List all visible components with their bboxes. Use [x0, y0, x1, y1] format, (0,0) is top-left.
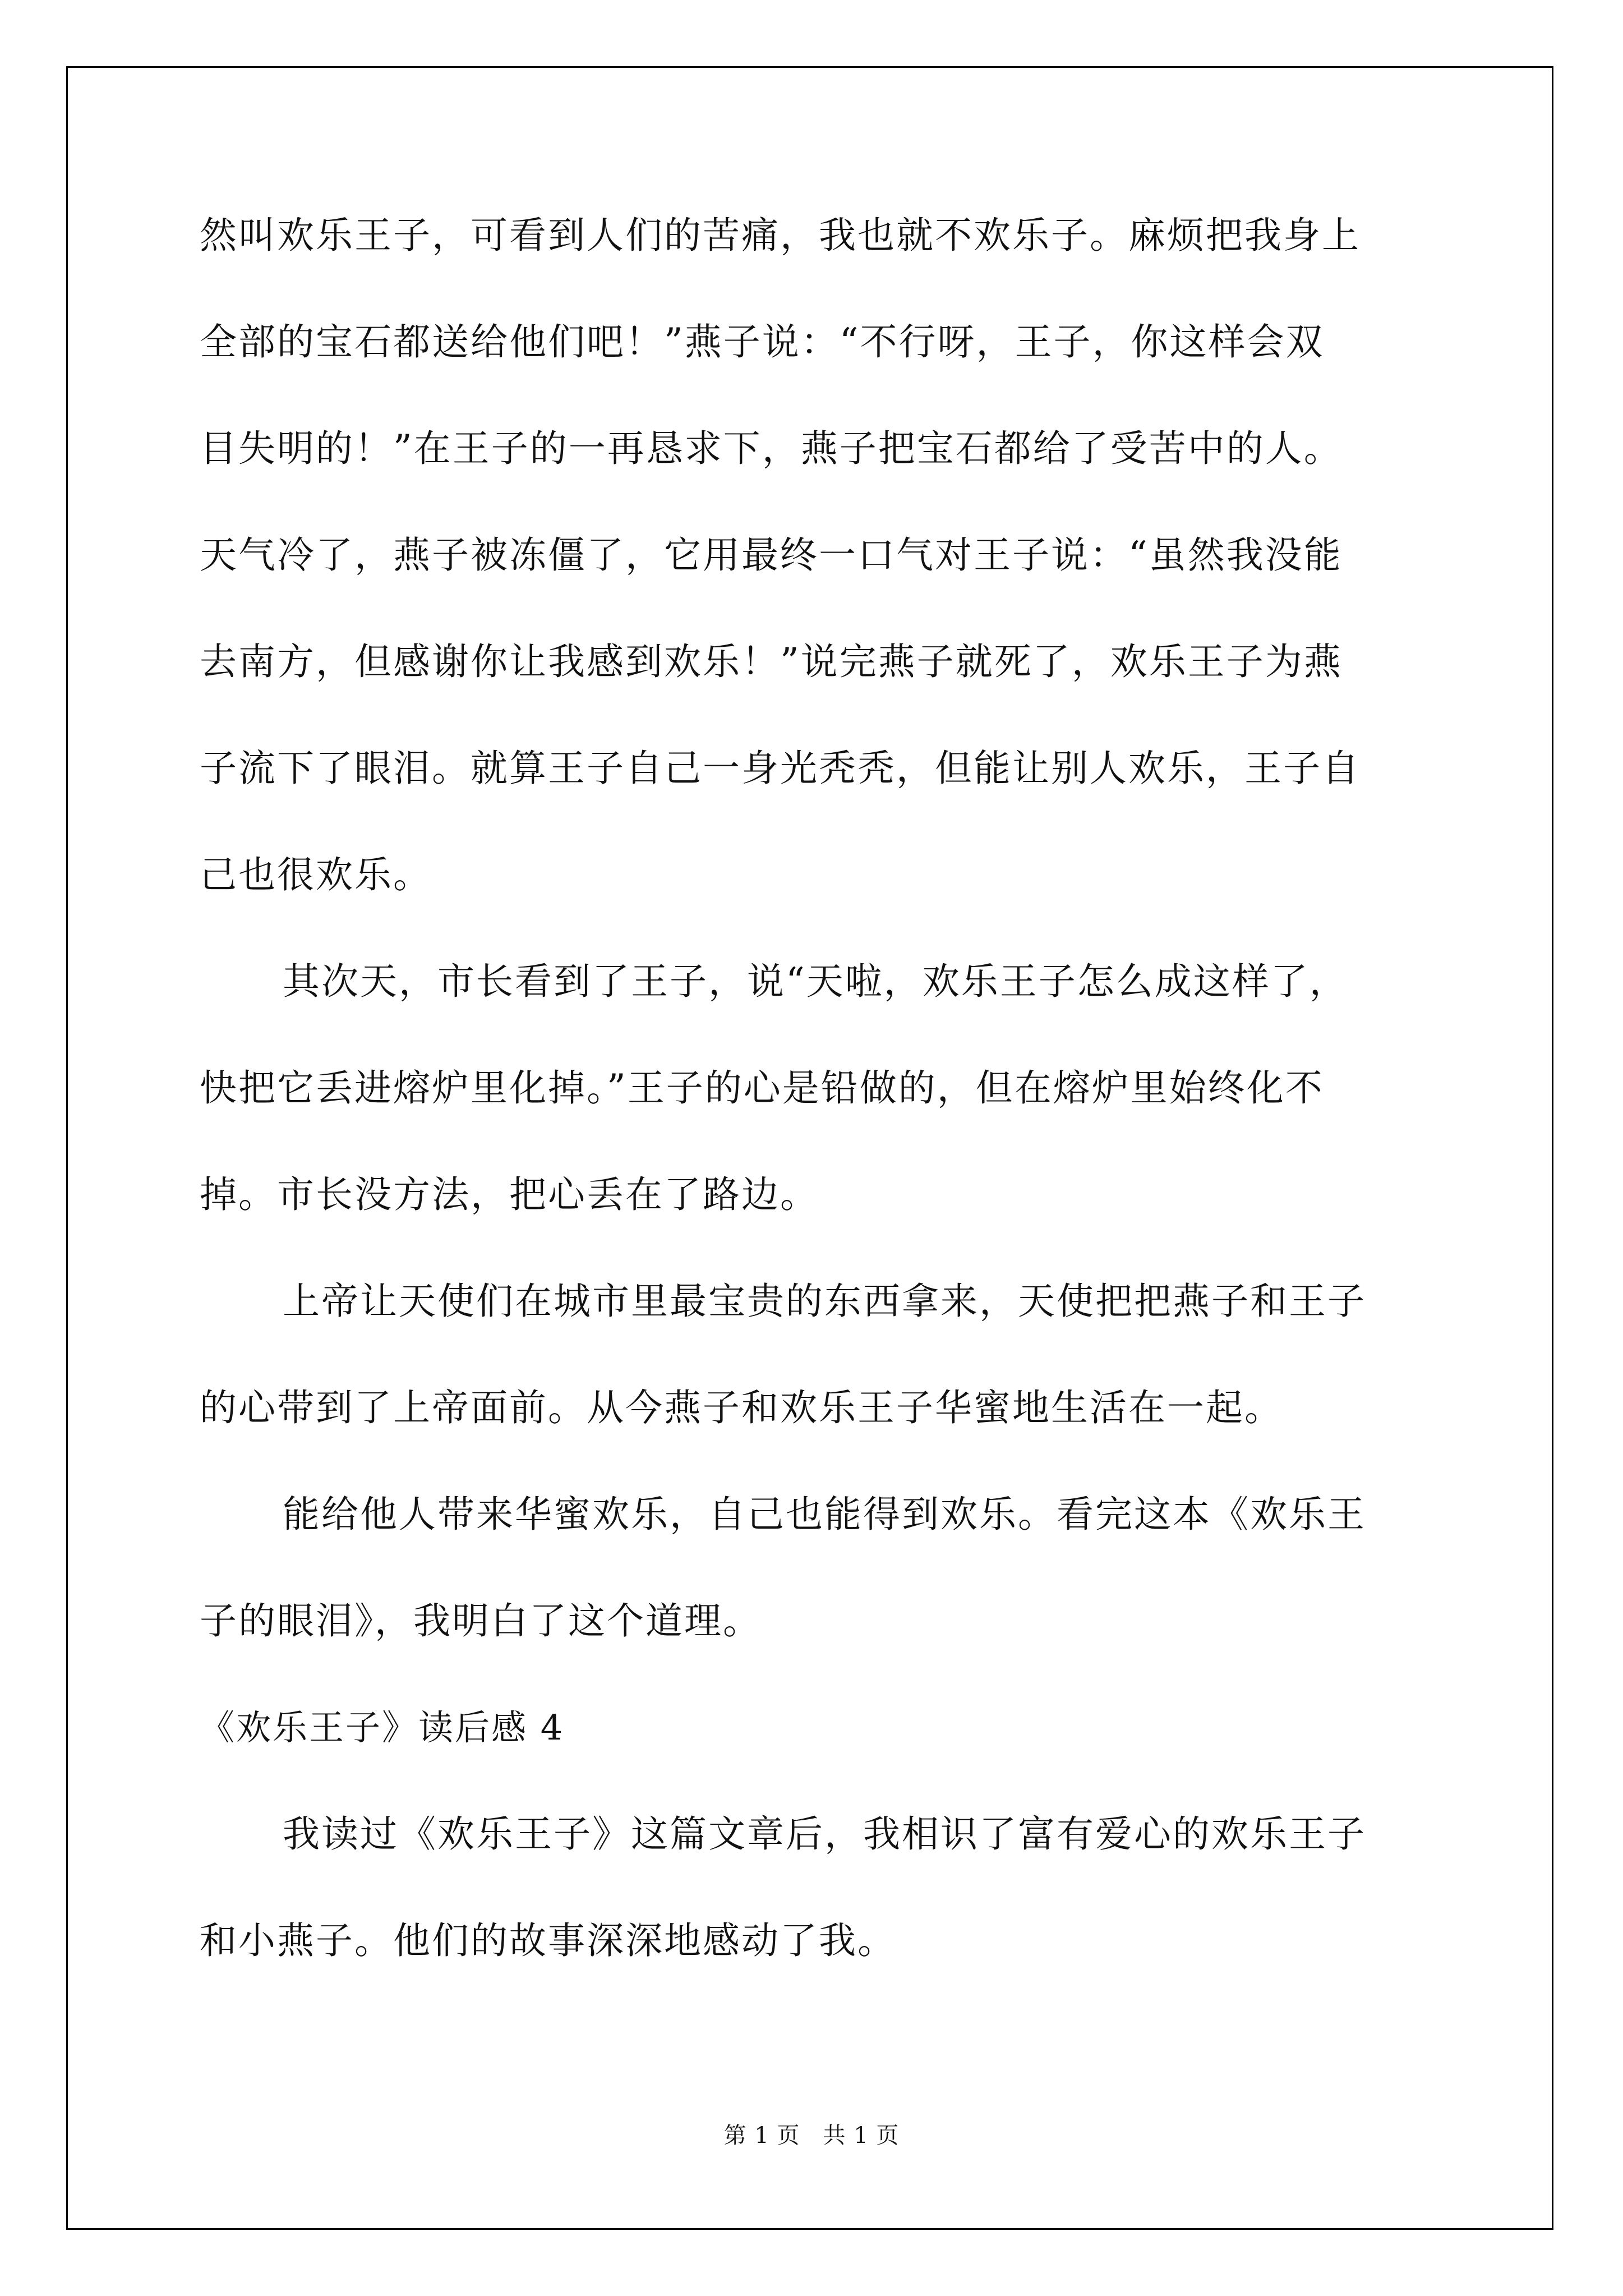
text-line: 子的眼泪》，我明白了这个道理。 — [200, 1599, 762, 1642]
text-line: 的心带到了上帝面前。从今燕子和欢乐王子华蜜地生活在一起。 — [200, 1386, 1283, 1429]
text-line: 全部的宝石都送给他们吧！”燕子说：“不行呀，王子，你这样会双 — [200, 320, 1325, 364]
page-footer: 第 1 页 共 1 页 — [723, 2123, 900, 2148]
paragraph-start-line: 上帝让天使们在城市里最宝贵的东西拿来，天使把把燕子和王子 — [283, 1280, 1366, 1323]
section-heading: 《欢乐王子》读后感 4 — [200, 1707, 565, 1748]
text-line: 天气冷了，燕子被冻僵了，它用最终一口气对王子说：“虽然我没能 — [200, 533, 1343, 577]
paragraph-start-line: 能给他人带来华蜜欢乐，自己也能得到欢乐。看完这本《欢乐王 — [283, 1493, 1366, 1536]
text-line: 然叫欢乐王子，可看到人们的苦痛，我也就不欢乐子。麻烦把我身上 — [200, 214, 1361, 257]
text-line: 己也很欢乐。 — [200, 853, 432, 896]
text-line: 目失明的！”在王子的一再恳求下，燕子把宝石都给了受苦中的人。 — [200, 427, 1343, 470]
paragraph-start-line: 其次天，市长看到了王子，说“天啦，欢乐王子怎么成这样了， — [283, 960, 1348, 1003]
text-line: 和小燕子。他们的故事深深地感动了我。 — [200, 1919, 896, 1962]
page-border — [66, 66, 1553, 2230]
text-line: 去南方，但感谢你让我感到欢乐！”说完燕子就死了，欢乐王子为燕 — [200, 640, 1343, 683]
text-line: 子流下了眼泪。就算王子自己一身光秃秃，但能让别人欢乐，王子自 — [200, 747, 1361, 790]
paragraph-start-line: 我读过《欢乐王子》这篇文章后，我相识了富有爱心的欢乐王子 — [283, 1812, 1366, 1856]
text-line: 快把它丢进熔炉里化掉。”王子的心是铅做的，但在熔炉里始终化不 — [200, 1066, 1324, 1110]
text-line: 掉。市长没方法，把心丢在了路边。 — [200, 1173, 819, 1216]
